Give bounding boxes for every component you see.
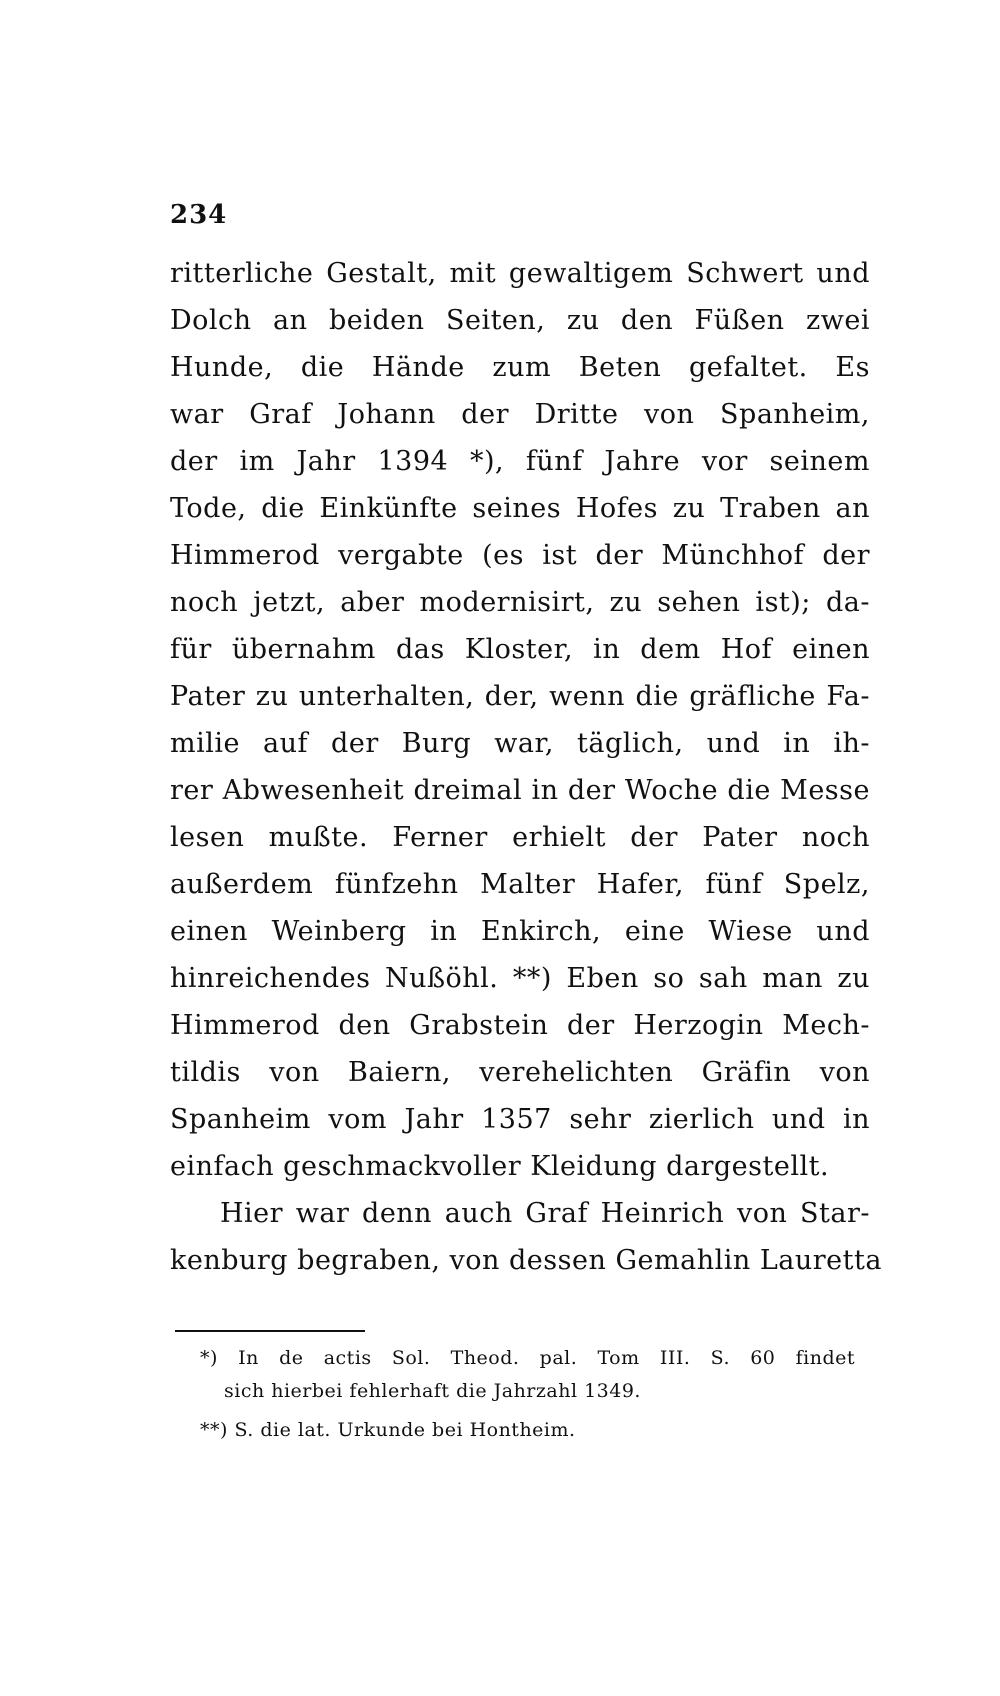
text-line: hinreichendes Nußöhl. **) Eben so sah man zu bbox=[170, 963, 870, 994]
page-number: 234 bbox=[170, 200, 228, 230]
text-line: milie auf der Burg war, täglich, und in ih- bbox=[170, 728, 870, 759]
paragraph-first-line: Hier war denn auch Graf Heinrich von Star- bbox=[220, 1198, 870, 1229]
text-line: Tode, die Einkünfte seines Hofes zu Traben an bbox=[170, 493, 870, 524]
text-line: Pater zu unterhalten, der, wenn die gräfliche Fa- bbox=[170, 681, 870, 712]
body-text bbox=[170, 250, 882, 1284]
footnote-divider bbox=[175, 1330, 365, 1332]
footnote-2: **) S. die lat. Urkunde bei Hontheim. bbox=[200, 1419, 576, 1441]
text-line: lesen mußte. Ferner erhielt der Pater noch bbox=[170, 822, 870, 853]
text-line: Hunde, die Hände zum Beten gefaltet. Es bbox=[170, 352, 870, 383]
text-line: rer Abwesenheit dreimal in der Woche die Messe bbox=[170, 775, 870, 806]
text-line: der im Jahr 1394 *), fünf Jahre vor seinem bbox=[170, 446, 870, 477]
text-line: ritterliche Gestalt, mit gewaltigem Schwert und bbox=[170, 258, 870, 289]
text-line: noch jetzt, aber modernisirt, zu sehen ist); da- bbox=[170, 587, 870, 618]
text-line: tildis von Baiern, verehelichten Gräfin von bbox=[170, 1057, 870, 1088]
text-line: kenburg begraben, von dessen Gemahlin Lauretta bbox=[170, 1245, 882, 1276]
footnote-1: *) In de actis Sol. Theod. pal. Tom III. S. 60 findet bbox=[200, 1347, 855, 1369]
footnotes bbox=[200, 1342, 855, 1447]
text-line: einen Weinberg in Enkirch, eine Wiese und bbox=[170, 916, 870, 947]
text-line: Spanheim vom Jahr 1357 sehr zierlich und in bbox=[170, 1104, 870, 1135]
text-line: für übernahm das Kloster, in dem Hof einen bbox=[170, 634, 870, 665]
text-line: einfach geschmackvoller Kleidung dargestellt. bbox=[170, 1151, 830, 1182]
footnote-1-continuation: sich hierbei fehlerhaft die Jahrzahl 1349. bbox=[224, 1380, 641, 1402]
text-line: Himmerod den Grabstein der Herzogin Mech- bbox=[170, 1010, 870, 1041]
text-line: war Graf Johann der Dritte von Spanheim, bbox=[170, 399, 870, 430]
text-line: außerdem fünfzehn Malter Hafer, fünf Spelz, bbox=[170, 869, 870, 900]
text-line: Dolch an beiden Seiten, zu den Füßen zwei bbox=[170, 305, 870, 336]
text-line: Himmerod vergabte (es ist der Münchhof der bbox=[170, 540, 870, 571]
